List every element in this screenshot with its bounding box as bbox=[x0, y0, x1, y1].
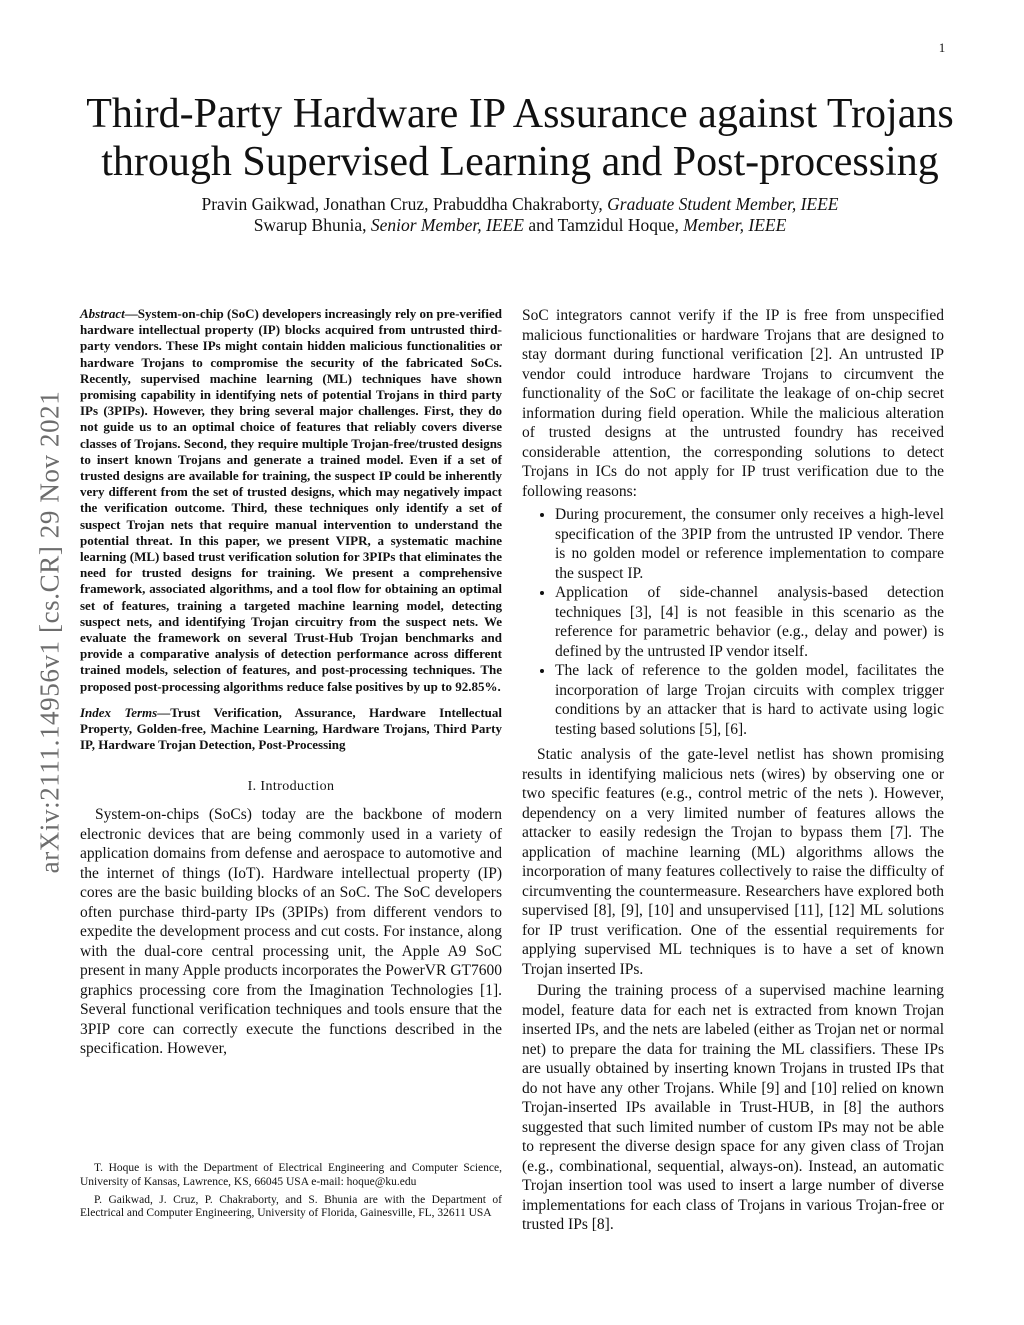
title-line-2: through Supervised Learning and Post-processing bbox=[101, 139, 939, 185]
right-paragraph-2: Static analysis of the gate-level netlist has shown promising results in identifying malicious nets (wires) by observing one or two specific features (e.g., control metric of the nets ). However, dependency on a very limited number of features allows the attacker to easily redesign the Trojan to bypass them [7]. The application of machine learning (ML) algorithms allows the incorporation of many features collectively to raise the difficulty of circumventing the countermeasure. Researchers have explored both supervised [8], [9], [10] and unsupervised [11], [12] ML solutions for IP trust verification. One of the essential requirements for applying supervised ML techniques is to have a set of known Trojan inserted IPs. bbox=[522, 746, 944, 978]
footnote-2: P. Gaikwad, J. Cruz, P. Chakraborty, and S. Bhunia are with the Department of Electrical and Computer Engineering, University of Florida, Gainesville, FL, 32611 USA bbox=[80, 1193, 502, 1220]
abstract-label: Abstract bbox=[80, 306, 125, 321]
author-role-2: Senior Member, IEEE bbox=[370, 215, 524, 235]
intro-paragraph: System-on-chips (SoCs) today are the backbone of modern electronic devices that are being commonly used in a variety of application domains from defense and aerospace to automotive and the internet of things (IoT). Hardware intellectual property (IP) cores are the basic building blocks of an SoC. The SoC developers often purchase third-party IPs (3PIPs) from different vendors to expedite the development process and cut costs. For instance, along with the dual-core central processing unit, the Apple A9 SoC present in many Apple products incorporates the PowerVR GT7600 graphics processing core from the Imagination Technologies [1]. Several functional verification techniques and tools ensure that the 3PIP core can correctly execute the functions described in the specification. However, bbox=[80, 806, 502, 1058]
right-column bbox=[522, 306, 944, 1237]
list-item: • Application of side-channel analysis-based detection techniques [3], [4] is not feasible in this scenario as the reference for parametric behavior (e.g., delay and power) is defined by the untrusted IP vendor itself. bbox=[555, 583, 944, 661]
author-names-1: Pravin Gaikwad, Jonathan Cruz, Prabuddha Chakraborty, bbox=[201, 194, 608, 214]
list-item: • The lack of reference to the golden model, facilitates the incorporation of large Trojan circuits with complex trigger conditions by an attacker that is hard to activate using logic testing based solutions [5], [6]. bbox=[555, 661, 944, 739]
author-line-1 bbox=[60, 194, 980, 215]
title-line-1: Third-Party Hardware IP Assurance against Trojans bbox=[86, 91, 954, 137]
author-role-1: Graduate Student Member, IEEE bbox=[607, 194, 839, 214]
author-and: and Tamzidul Hoque, bbox=[523, 215, 684, 235]
author-list bbox=[60, 194, 980, 236]
left-column bbox=[80, 306, 502, 1059]
index-terms-label: Index Terms bbox=[80, 704, 158, 720]
index-terms bbox=[80, 705, 502, 754]
author-line-2 bbox=[60, 215, 980, 236]
reasons-list bbox=[522, 505, 944, 739]
page-number: 1 bbox=[938, 40, 946, 55]
author-name-2: Swarup Bhunia, bbox=[253, 215, 371, 235]
index-terms-text: —Trust Verification, Assurance, Hardware Intellectual Property, Golden-free, Machine Learning, Hardware Trojans, Third Party IP, Hardware Trojan Detection, Post-Processing bbox=[80, 704, 503, 753]
right-paragraph-1: SoC integrators cannot verify if the IP is free from unspecified malicious functionalities or hardware Trojans that are designed to stay dormant during functional verification [2]. An untrusted IP vendor could introduce hardware Trojans to circumvent the functionality of the SoC or facilitate the leakage of on-chip secret information during field operation. While the malicious alteration of trusted designs at the untrusted foundry has received considerable attention, the corresponding solutions to detect Trojans in ICs do not apply for IP trust verification due to the following reasons: bbox=[522, 307, 944, 500]
abstract bbox=[80, 306, 502, 695]
list-item: • During procurement, the consumer only receives a high-level specification of the 3PIP from the untrusted IP vendor. There is no golden model or reference implementation to compare the suspect IP. bbox=[555, 505, 944, 583]
footnote-1: T. Hoque is with the Department of Electrical Engineering and Computer Science, University of Kansas, Lawrence, KS, 66045 USA e-mail: hoque@ku.edu bbox=[80, 1162, 502, 1188]
arxiv-stamp-text: arXiv:2111.14956v1 [cs.CR] 29 Nov 2021 bbox=[34, 390, 65, 874]
right-paragraph-3: During the training process of a supervised machine learning model, feature data for each net is extracted from known Trojan inserted IPs, and the nets are labeled (either as Trojan net or normal net) to prepare the data for training the ML classifiers. These IPs are usually obtained by inserting known Trojans in trusted IPs that do not have any other Trojans. While [9] and [10] relied on known Trojan-inserted IPs available in Trust-HUB, in [8] the authors suggested that such limited number of custom IPs may not be able to represent the diverse design space for any given class of Trojan (e.g., combinational, sequential, always-on). Instead, an automatic Trojan insertion tool was used to insert a large number of diverse implementations for each class of Trojans in various Trojan-free or trusted IPs [8]. bbox=[522, 982, 944, 1233]
footnotes bbox=[80, 1162, 502, 1225]
paper-title bbox=[60, 90, 980, 186]
author-role-3: Member, IEEE bbox=[683, 215, 787, 235]
section-heading-introduction: I. Introduction bbox=[247, 779, 335, 795]
abstract-text: —System-on-chip (SoC) developers increasingly rely on pre-verified hardware intellectual property (IP) blocks acquired from untrusted third-party vendors. These IPs might contain hidden malicious functionalities or hardware Trojans to compromise the security of the fabricated SoCs. Recently, supervised machine learning (ML) techniques have shown promising capability in identifying nets of potential Trojans in third party IPs (3PIPs). However, they bring several major challenges. First, they do not guide us to an optimal choice of features that reliably covers diverse classes of Trojans. Second, they require multiple Trojan-free/trusted designs to insert known Trojans and generate a trained model. Even if a set of trusted designs are available for training, the suspect IP could be inherently very different from the set of trusted designs, which may negatively impact the verification outcome. Third, these techniques only identify a set of suspect Trojan nets that require manual intervention to understand the potential threat. In this paper, we present VIPR, a systematic machine learning (ML) based trust verification solution for 3PIPs that eliminates the need for trusted designs for training. We present a comprehensive framework, associated algorithms, and a tool flow for obtaining an optimal set of features, training a targeted machine learning model, detecting suspect nets, and identifying Trojan circuitry from the suspect nets. We evaluate the framework on several Trust-Hub Trojan benchmarks and provide a comparative analysis of detection performance across different trained models, selection of features, and post-processing techniques. The proposed post-processing algorithms reduce false positives by up to 92.85%. bbox=[80, 306, 502, 694]
